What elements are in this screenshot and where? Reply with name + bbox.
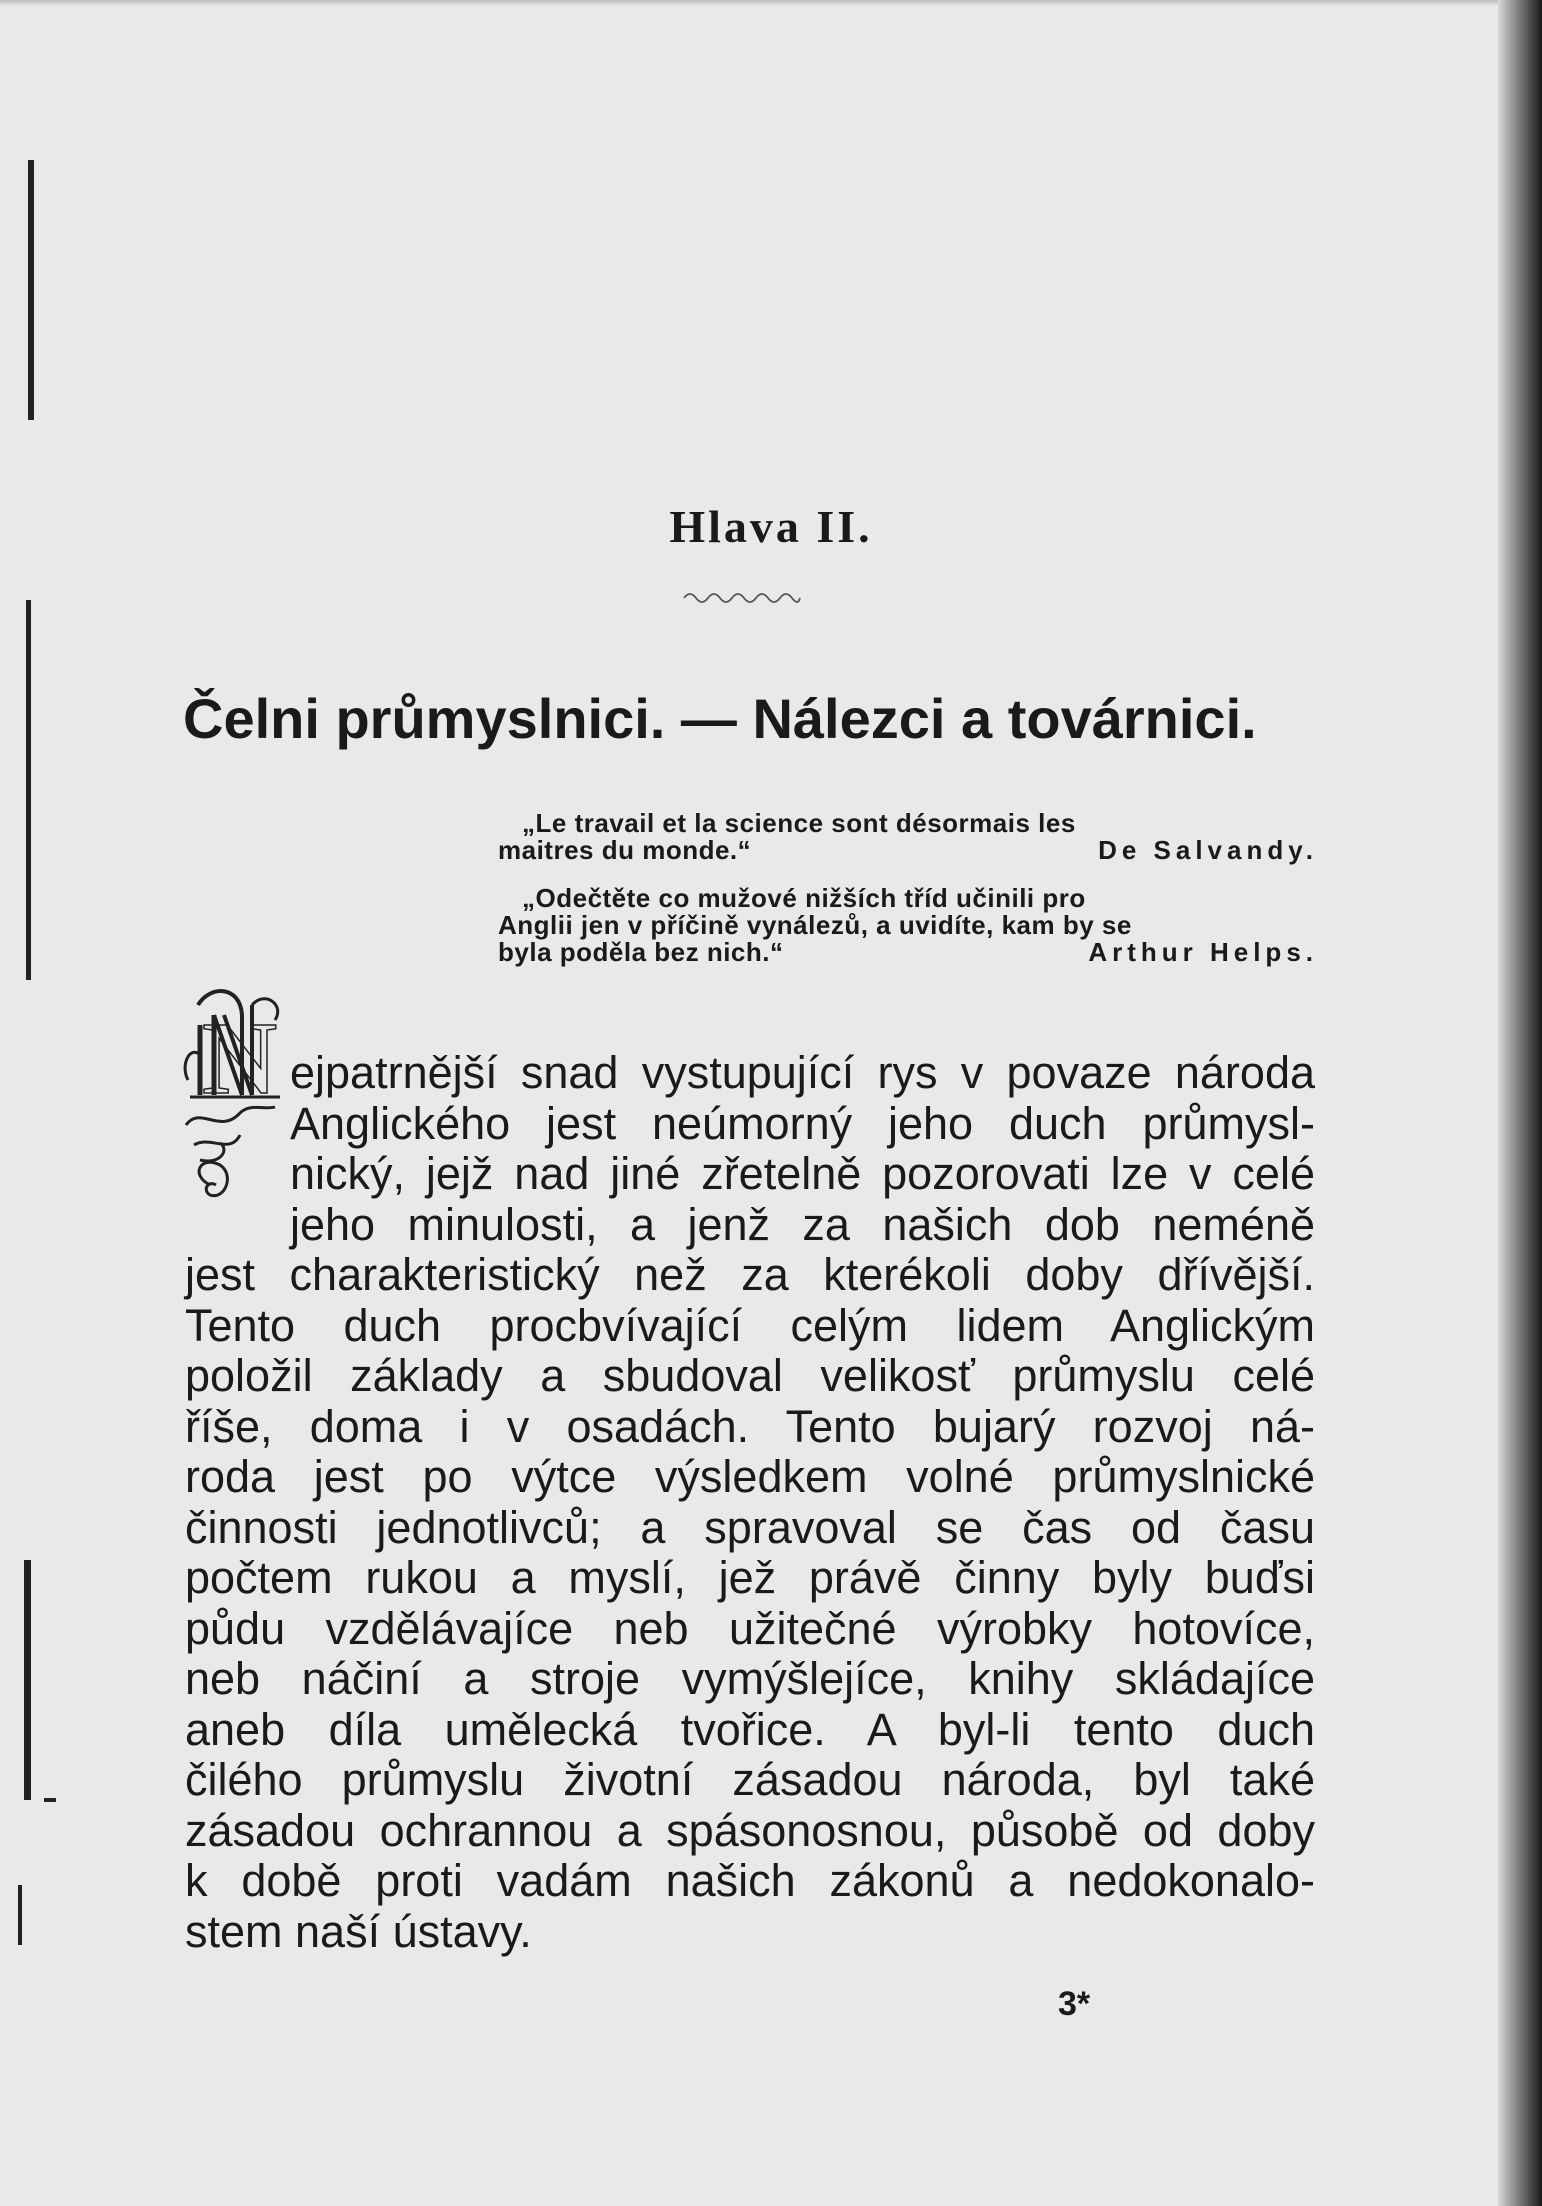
epigraph-line-with-author bbox=[498, 837, 1318, 864]
line-text: nický, jejž nad jiné zřetelně pozorovati lze v celé bbox=[290, 1148, 1315, 1199]
scan-artifact bbox=[18, 1885, 22, 1945]
line-text: roda jest po výtce výsledkem volné průmyslnické bbox=[185, 1451, 1315, 1502]
text-line bbox=[185, 1654, 1315, 1705]
epigraph-line: „Le travail et la science sont désormais les bbox=[522, 808, 1076, 838]
text-line bbox=[185, 1553, 1315, 1604]
scan-artifact bbox=[28, 160, 34, 420]
epigraph-author: Arthur Helps. bbox=[1088, 937, 1318, 967]
epigraph-line: „Odečtěte co mužové nižších tříd učinili pro bbox=[522, 883, 1086, 913]
text-line bbox=[185, 1250, 1315, 1301]
epigraph-line: maitres du monde.“ bbox=[498, 835, 752, 865]
line-text: jest charakteristický než za kterékoli doby dřívější. bbox=[185, 1249, 1315, 1300]
text-line bbox=[185, 1604, 1315, 1655]
line-text: počtem rukou a myslí, jež právě činny byly buďsi bbox=[185, 1552, 1315, 1603]
line-text: jeho minulosti, a jenž za našich dob neméně bbox=[290, 1198, 1315, 1250]
line-text: Anglického jest neúmorný jeho duch průmysl- bbox=[290, 1097, 1315, 1149]
line-text: činnosti jednotlivců; a spravoval se čas od času bbox=[185, 1501, 1315, 1553]
text-line bbox=[185, 1452, 1315, 1503]
text-line-last bbox=[185, 1907, 1315, 1958]
text-line bbox=[185, 1806, 1315, 1857]
text-line bbox=[185, 1856, 1315, 1907]
line-text: čilého průmyslu životní zásadou národa, byl také bbox=[185, 1754, 1315, 1805]
epigraph-1 bbox=[498, 810, 1318, 864]
epigraph-line: byla poděla bez nich.“ bbox=[498, 937, 784, 967]
text-line bbox=[185, 1149, 1315, 1200]
wavy-rule-ornament bbox=[682, 588, 802, 604]
text-line bbox=[185, 1402, 1315, 1453]
text-line bbox=[185, 1048, 1315, 1099]
page-number: 3* bbox=[1058, 1985, 1091, 2023]
text-line bbox=[185, 1351, 1315, 1402]
scan-artifact bbox=[24, 1560, 31, 1800]
line-text: položil základy a sbudoval velikosť průmyslu celé bbox=[185, 1350, 1315, 1401]
text-line bbox=[185, 1099, 1315, 1150]
epigraph-line-with-author bbox=[498, 939, 1318, 966]
line-text: k době proti vadám našich zákonů a nedokonalo- bbox=[185, 1855, 1315, 1906]
text-line bbox=[185, 1200, 1315, 1251]
dropcap-glyph: N bbox=[202, 1001, 278, 1116]
text-line bbox=[185, 1705, 1315, 1756]
text-line bbox=[185, 1755, 1315, 1806]
line-text: aneb díla umělecká tvořice. A byl-li tento duch bbox=[185, 1703, 1315, 1755]
chapter-heading: Hlava II. bbox=[669, 501, 873, 552]
epigraph-author: De Salvandy. bbox=[1098, 835, 1318, 865]
epigraph-line: Anglii jen v příčině vynálezů, a uvidíte, kam by se bbox=[498, 910, 1132, 940]
line-text: stem naší ústavy. bbox=[185, 1905, 532, 1957]
scan-artifact bbox=[44, 1798, 56, 1802]
line-text: Tento duch procbvívající celým lidem Anglickým bbox=[185, 1299, 1315, 1351]
line-text: půdu vzdělávajíce neb užitečné výrobky hotovíce, bbox=[185, 1602, 1315, 1654]
line-text: ejpatrnější snad vystupující rys v povaze národa bbox=[290, 1047, 1315, 1098]
epigraph-2 bbox=[498, 885, 1318, 966]
line-text: říše, doma i v osadách. Tento bujarý rozvoj ná- bbox=[185, 1400, 1315, 1452]
text-line bbox=[185, 1301, 1315, 1352]
line-text: neb náčiní a stroje vymýšlejíce, knihy skládajíce bbox=[185, 1653, 1315, 1704]
text-line bbox=[185, 1503, 1315, 1554]
page-binding-edge bbox=[1498, 0, 1542, 2206]
page-top-edge bbox=[0, 0, 1542, 6]
body-paragraph bbox=[185, 1048, 1315, 1957]
line-text: zásadou ochrannou a spásonosnou, působě od doby bbox=[185, 1804, 1315, 1856]
scan-artifact bbox=[26, 600, 31, 980]
chapter-title: Čelni průmyslnici. — Nálezci a továrnici. bbox=[183, 687, 1257, 750]
